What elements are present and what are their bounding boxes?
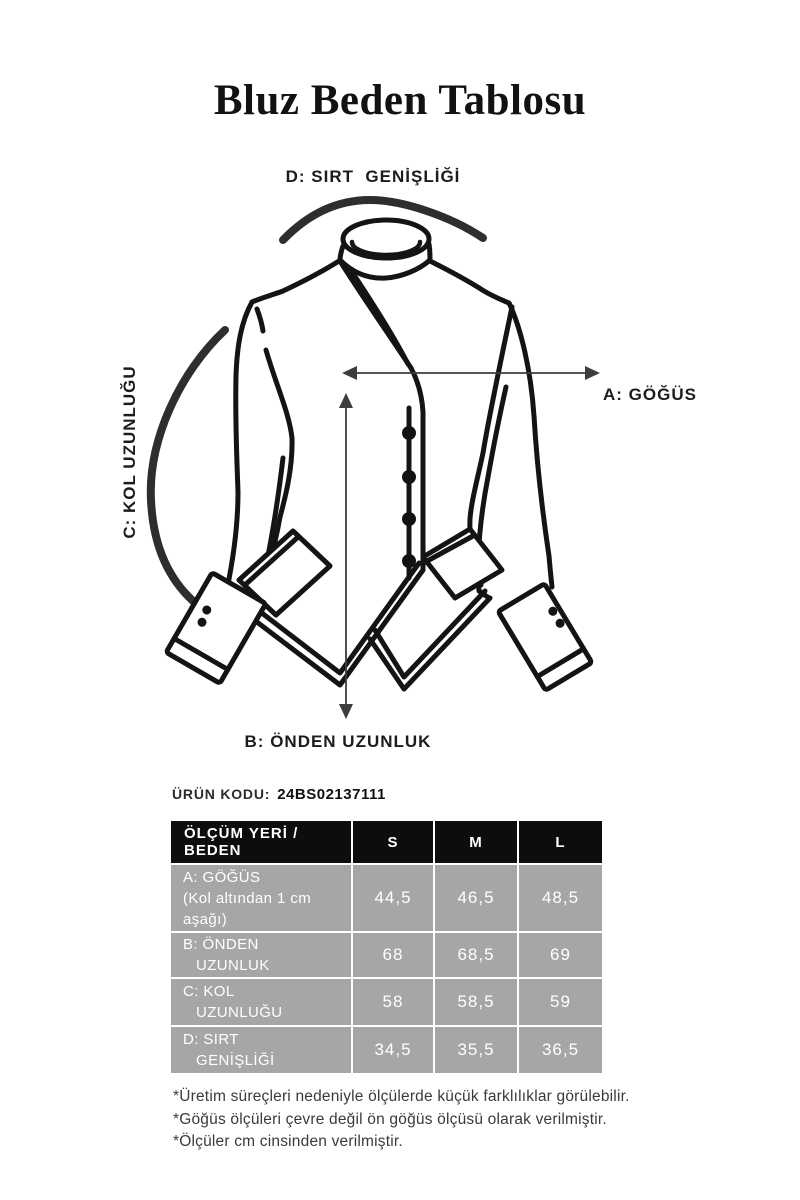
table-cell: 69 <box>519 933 602 977</box>
table-row-label <box>171 865 351 931</box>
footnote-line: *Üretim süreçleri nedeniyle ölçülerde küçük farklılıklar görülebilir. <box>173 1088 630 1105</box>
jacket-outline <box>166 220 592 690</box>
row-label-line1: C: KOL <box>183 983 235 1000</box>
table-cell: 36,5 <box>519 1027 602 1073</box>
table-row-label <box>171 1027 351 1073</box>
footnote-line: *Göğüs ölçüleri çevre değil ön göğüs ölçüsü olarak verilmiştir. <box>173 1110 607 1128</box>
right-hem <box>370 598 490 689</box>
label-back-width: D: SIRT GENİŞLİĞİ <box>285 167 461 186</box>
footnotes <box>173 1086 630 1154</box>
size-table <box>171 821 602 1073</box>
product-code-label: ÜRÜN KODU: <box>172 786 271 802</box>
table-header-size-s: S <box>353 821 433 863</box>
row-label-line1: B: ÖNDEN <box>183 936 259 953</box>
pocket-flap-right <box>423 529 502 598</box>
size-diagram <box>0 160 800 800</box>
row-label-line1: A: GÖĞÜS <box>183 868 261 886</box>
table-cell: 34,5 <box>353 1027 433 1073</box>
product-code-value: 24BS02137111 <box>277 786 386 803</box>
sleeve-length-arc <box>151 330 225 601</box>
table-cell: 44,5 <box>353 865 433 931</box>
table-cell: 68,5 <box>435 933 517 977</box>
right-sleeve <box>509 303 552 587</box>
table-header-size-l: L <box>519 821 602 863</box>
row-label-line1: D: SIRT <box>183 1031 239 1048</box>
right-cuff <box>498 584 592 691</box>
table-cell: 58 <box>353 979 433 1025</box>
row-label-line2: GENİŞLİĞİ <box>196 1052 275 1069</box>
page-title: Bluz Beden Tablosu <box>213 77 587 124</box>
label-sleeve-length: C: KOL UZUNLUĞU <box>120 365 139 539</box>
table-cell: 35,5 <box>435 1027 517 1073</box>
table-header-measure: ÖLÇÜM YERİ / BEDEN <box>171 821 351 863</box>
table-header-size-m: M <box>435 821 517 863</box>
footnote-line: *Ölçüler cm cinsinden verilmiştir. <box>173 1133 403 1150</box>
chest-arrow <box>342 366 600 380</box>
table-cell: 68 <box>353 933 433 977</box>
row-label-line2: UZUNLUK <box>196 957 270 974</box>
button-placket <box>402 408 416 578</box>
left-sleeve <box>227 302 252 589</box>
table-row-label <box>171 933 351 977</box>
row-label-line2: (Kol altından 1 cm aşağı) <box>183 889 312 928</box>
collar <box>340 220 430 278</box>
table-cell: 46,5 <box>435 865 517 931</box>
label-front-length: B: ÖNDEN UZUNLUK <box>244 732 432 751</box>
table-row-label <box>171 979 351 1025</box>
row-label-line2: UZUNLUĞU <box>196 1004 283 1021</box>
table-cell: 59 <box>519 979 602 1025</box>
label-chest: A: GÖĞÜS <box>603 385 697 404</box>
table-cell: 48,5 <box>519 865 602 931</box>
product-code <box>172 786 386 803</box>
table-cell: 58,5 <box>435 979 517 1025</box>
